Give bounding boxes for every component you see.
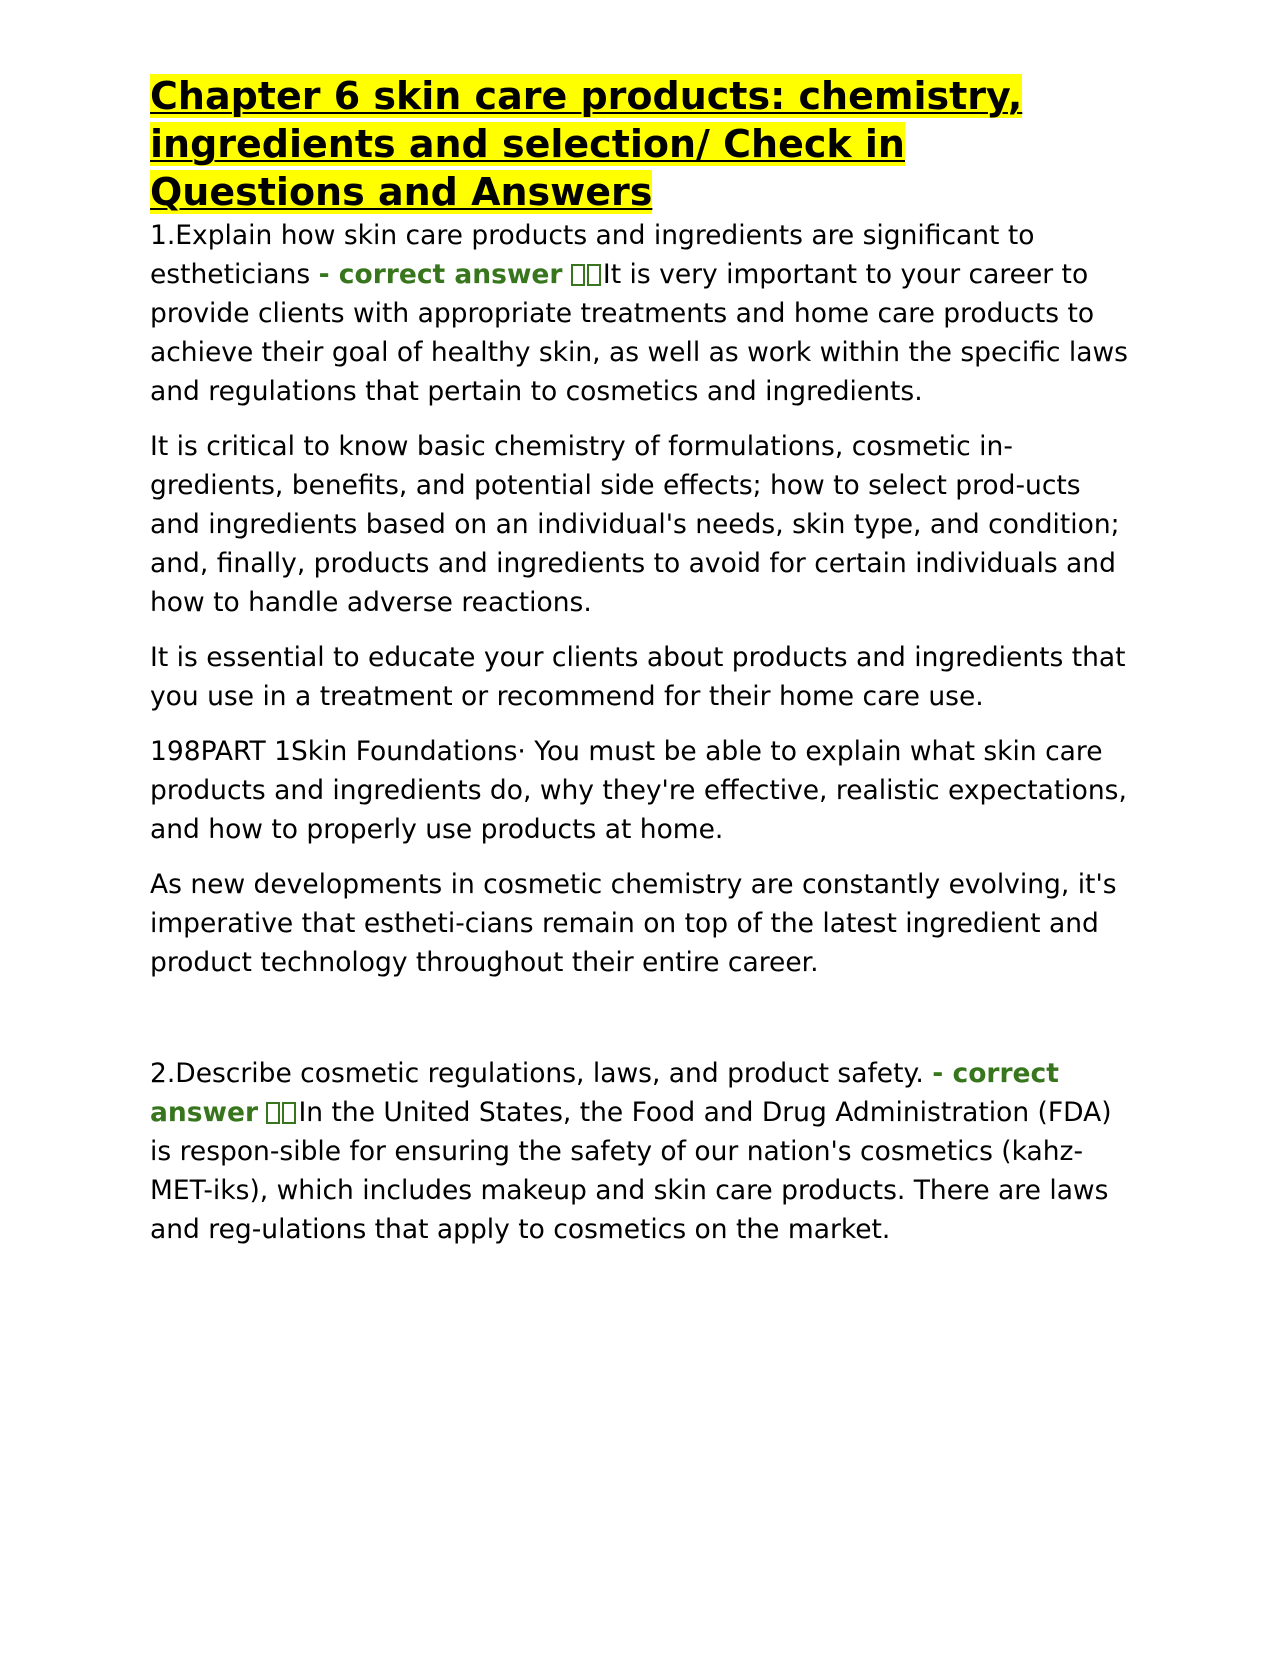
missing-glyph-icon (282, 1102, 296, 1124)
answer-1-paragraph-2: It is essential to educate your clients about products and ingredients that you use in a treatment or recommend for their home care use. (150, 642, 1126, 712)
question-1-text: 1.Explain how skin care products and ingredients are significant to estheticians (150, 220, 1035, 290)
section-spacer (150, 982, 1130, 1054)
answer-1-paragraph-4: As new developments in cosmetic chemistry are constantly evolving, it's imperative that estheti-cians remain on top of the latest ingredient and product technology throughout their entire career. (150, 869, 1117, 978)
missing-glyph-icon (571, 264, 585, 286)
answer-1-text: It is very important to your career to provide clients with appropriate treatments and home care products to achieve their goal of healthy skin, as well as work within the specific laws and regulations that pertain to cosmetics and ingredients. (150, 259, 1128, 407)
answer-tag-1: - correct answer (318, 259, 563, 290)
answer-2-text: In the United States, the Food and Drug Administration (FDA) is respon-sible for ensuring the safety of our nation's cosmetics (kahz-MET-iks), which includes makeup and skin care products. There are laws and reg-ulations that apply to cosmetics on the market. (150, 1097, 1112, 1245)
answer-tag-2: - correct answer (150, 1058, 1059, 1128)
missing-glyph-icon (587, 264, 601, 286)
title-highlight: Chapter 6 skin care products: chemistry, ingredients and selection/ Check in Questions and Answers (150, 74, 1023, 214)
answer-1-paragraph-1: It is critical to know basic chemistry of formulations, cosmetic in-gredients, benefits, and potential side effects; how to select prod-ucts and ingredients based on an individual's needs, skin type, and condition; and, finally, products and ingredients to avoid for certain individuals and how to handle adverse reactions. (150, 431, 1120, 618)
document-page (150, 72, 1130, 1249)
question-2-text: 2.Describe cosmetic regulations, laws, and product safety. (150, 1058, 924, 1089)
question-1 (150, 216, 1130, 411)
document-title (150, 72, 1130, 216)
missing-glyph-icon (266, 1102, 280, 1124)
answer-1-paragraph-3: 198PART 1Skin Foundations· You must be able to explain what skin care products and ingredients do, why they're effective, realistic expectations, and how to properly use products at home. (150, 736, 1127, 845)
question-2 (150, 1054, 1130, 1249)
